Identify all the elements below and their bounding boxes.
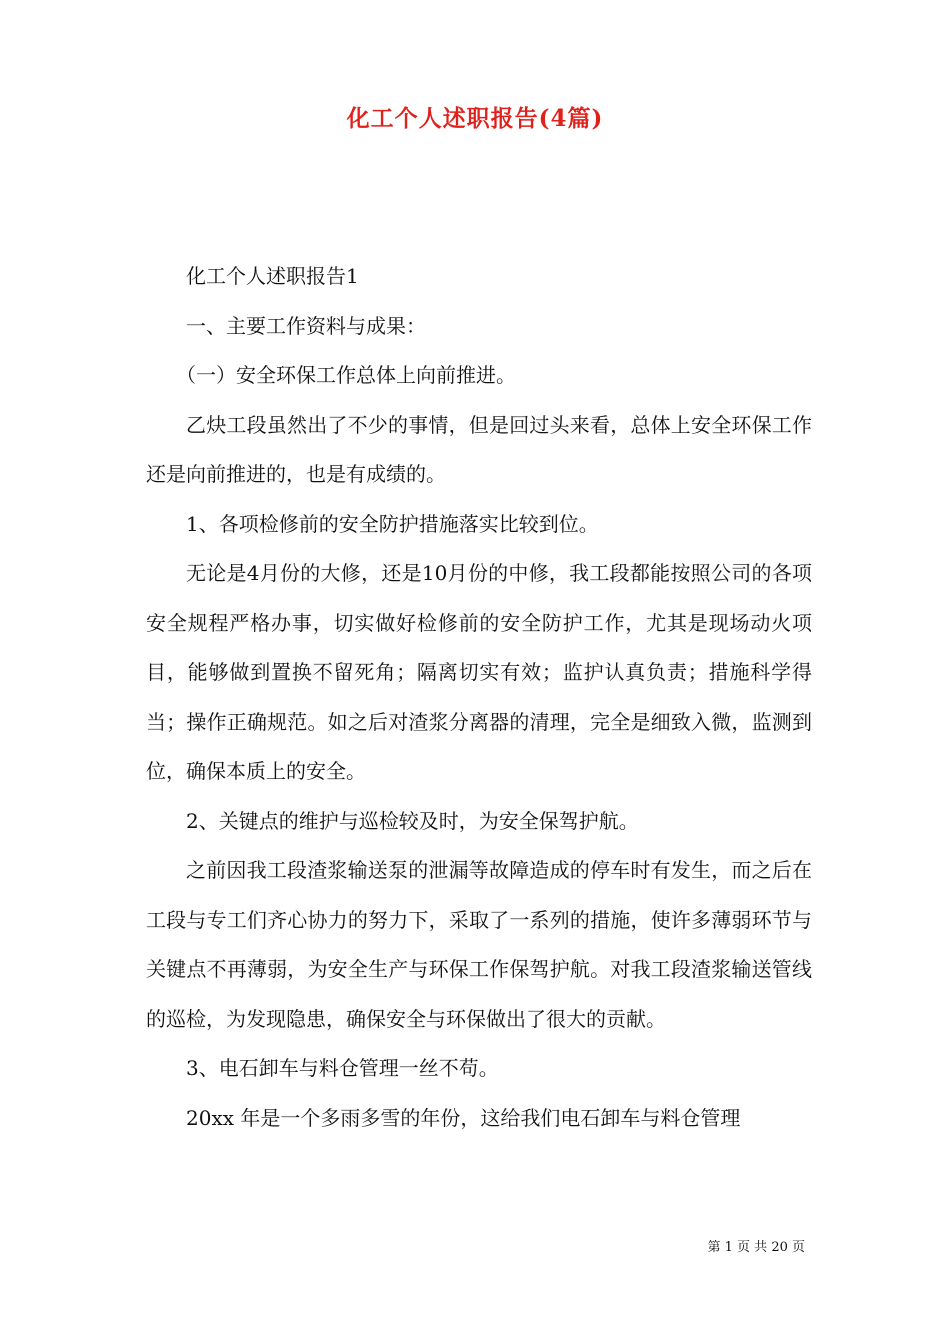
section-heading: 化工个人述职报告1 <box>186 264 359 288</box>
body-paragraph: 20xx 年是一个多雨多雪的年份，这给我们电石卸车与料仓管理 <box>186 1105 741 1130</box>
document-body <box>146 252 812 1143</box>
item-heading: 3、电石卸车与料仓管理一丝不苟。 <box>186 1056 499 1080</box>
subsection-heading: 一、主要工作资料与成果： <box>186 313 426 338</box>
body-paragraph: 之前因我工段渣浆输送泵的泄漏等故障造成的停车时有发生，而之后在工段与专工们齐心协力的努力下，采取了一系列的措施，使许多薄弱环节与关键点不再薄弱，为安全生产与环保工作保驾护航。对我工段渣浆输送管线的巡检，为发现隐患，确保安全与环保做出了很大的贡献。 <box>146 858 812 1031</box>
item-heading: 2、关键点的维护与巡检较及时，为安全保驾护航。 <box>186 808 639 833</box>
body-paragraph: 无论是4月份的大修，还是10月份的中修，我工段都能按照公司的各项安全规程严格办事，切实做好检修前的安全防护工作，尤其是现场动火项目，能够做到置换不留死角；隔离切实有效；监护认真负责；措施科学得当；操作正确规范。如之后对渣浆分离器的清理，完全是细致入微，监测到位，确保本质上的安全。 <box>146 561 812 783</box>
item-heading: 1、各项检修前的安全防护措施落实比较到位。 <box>186 511 599 536</box>
body-paragraph: 乙炔工段虽然出了不少的事情，但是回过头来看，总体上安全环保工作还是向前推进的，也是有成绩的。 <box>146 412 812 486</box>
page-number-footer: 第 1 页 共 20 页 <box>707 1240 805 1255</box>
document-title: 化工个人述职报告(4篇) <box>346 105 604 132</box>
subsection-heading: （一）安全环保工作总体上向前推进。 <box>176 363 516 387</box>
